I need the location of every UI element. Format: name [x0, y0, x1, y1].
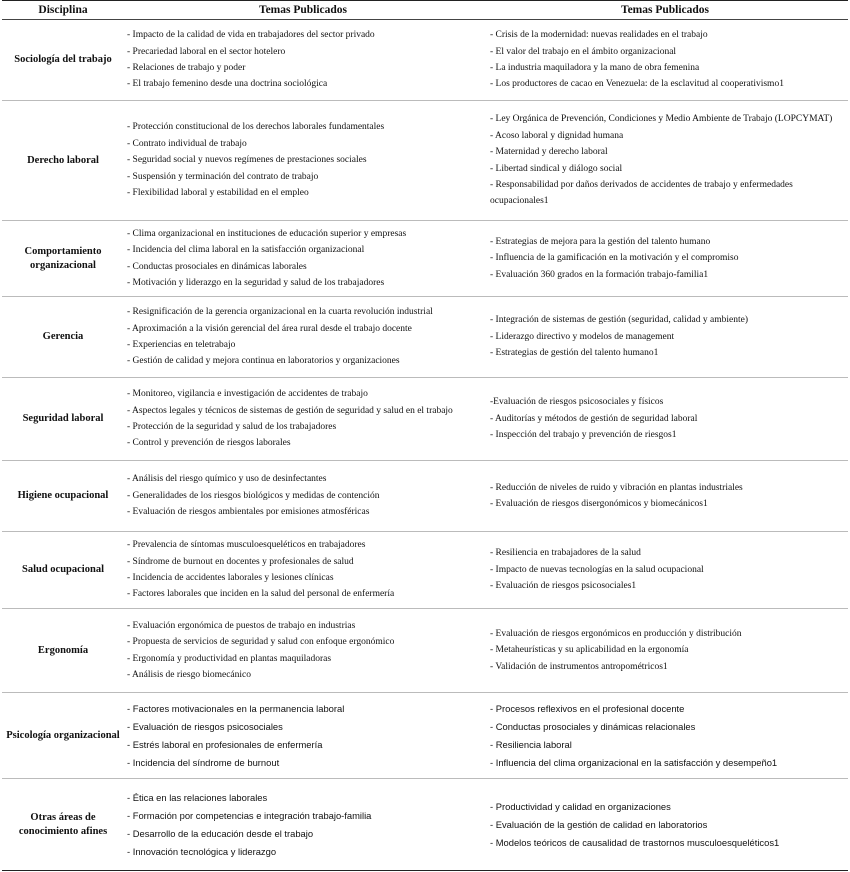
topics-cell-left: [124, 20, 482, 101]
list-item: - Evaluación de riesgos psicosociales1: [490, 581, 637, 592]
topics-list: [124, 618, 482, 684]
list-item: - Productividad y calidad en organizaciones: [490, 800, 671, 812]
topics-cell-right: [482, 297, 848, 378]
list-item: - Estrés laboral en profesionales de enfermería: [127, 738, 323, 750]
topics-cell-left: [124, 297, 482, 378]
list-item: - Suspensión y terminación del contrato de trabajo: [127, 171, 319, 182]
list-item: - Gestión de calidad y mejora continua en laboratorios y organizaciones: [127, 356, 400, 367]
table-row: [2, 221, 848, 297]
list-item: - Seguridad social y nuevos regímenes de prestaciones sociales: [127, 155, 367, 166]
list-item: - Auditorías y métodos de gestión de seguridad laboral: [490, 413, 698, 424]
list-item: - Influencia del clima organizacional en la satisfacción y desempeño1: [490, 756, 778, 768]
topics-list: [124, 471, 482, 520]
table-row: [2, 609, 848, 693]
discipline-cell: Seguridad laboral: [2, 378, 124, 461]
table-body: [2, 20, 848, 871]
list-item: - Motivación y liderazgo en la seguridad y salud de los trabajadores: [127, 277, 385, 288]
topics-list: [124, 304, 482, 370]
table-row: [2, 693, 848, 779]
list-item: - Evaluación ergonómica de puestos de trabajo en industrias: [127, 620, 356, 631]
topics-list: [124, 537, 482, 603]
list-item: - Innovación tecnológica y liderazgo: [127, 845, 277, 857]
table-row: [2, 297, 848, 378]
list-item: - Crisis de la modernidad: nuevas realidades en el trabajo: [490, 30, 708, 41]
list-item: - Aproximación a la visión gerencial del área rural desde el trabajo docente: [127, 323, 412, 334]
list-item: - Estrategias de gestión del talento humano1: [490, 348, 659, 359]
list-item: - Liderazgo directivo y modelos de management: [490, 331, 675, 342]
topics-list: [482, 27, 848, 93]
header-temas-2: Temas Publicados: [482, 1, 848, 20]
list-item: - Monitoreo, vigilancia e investigación de accidentes de trabajo: [127, 389, 368, 400]
list-item: - Evaluación 360 grados en la formación trabajo-familia1: [490, 269, 709, 280]
list-item: - Evaluación de riesgos ambientales por emisiones atmosféricas: [127, 507, 370, 518]
list-item: - Evaluación de riesgos disergonómicos y biomecánicos1: [490, 499, 708, 509]
topics-cell-left: [124, 221, 482, 297]
list-item: - Precariedad laboral en el sector hotelero: [127, 46, 286, 57]
list-item: - Evaluación de riesgos ergonómicos en producción y distribución: [490, 628, 742, 639]
list-item: - Control y prevención de riesgos laborales: [127, 438, 291, 449]
list-item: - Influencia de la gamificación en la motivación y el compromiso: [490, 253, 739, 264]
table-row: [2, 461, 848, 532]
topics-cell-right: [482, 378, 848, 461]
list-item: - Conductas prosociales y dinámicas relacionales: [490, 720, 696, 732]
discipline-cell: Salud ocupacional: [2, 532, 124, 609]
table-row: [2, 532, 848, 609]
list-item: - Reducción de niveles de ruido y vibración en plantas industriales: [490, 482, 743, 493]
list-item: - Incidencia de accidentes laborales y lesiones clínicas: [127, 573, 334, 583]
list-item: - Inspección del trabajo y prevención de riesgos1: [490, 430, 677, 441]
list-item: - Ergonomía y productividad en plantas maquiladoras: [127, 653, 332, 664]
topics-cell-left: [124, 532, 482, 609]
list-item: - Procesos reflexivos en el profesional docente: [490, 702, 685, 714]
topics-list: [124, 386, 482, 452]
topics-list: [482, 394, 848, 443]
table-row: [2, 101, 848, 221]
list-item: - Clima organizacional en instituciones de educación superior y empresas: [127, 228, 407, 239]
list-item: - Protección de la seguridad y salud de los trabajadores: [127, 422, 337, 432]
list-item: - Conductas prosociales en dinámicas laborales: [127, 261, 307, 272]
discipline-cell: Derecho laboral: [2, 101, 124, 221]
topics-table: [2, 0, 848, 871]
table-row: [2, 20, 848, 101]
list-item: - Ley Orgánica de Prevención, Condiciones y Medio Ambiente de Trabajo (LOPCYMAT): [490, 114, 833, 125]
topics-cell-left: [124, 378, 482, 461]
list-item: - Síndrome de burnout en docentes y profesionales de salud: [127, 556, 354, 567]
topics-list: [482, 234, 848, 283]
topics-cell-right: [482, 221, 848, 297]
topics-list: [124, 226, 482, 292]
list-item: - La industria maquiladora y la mano de obra femenina: [490, 63, 700, 73]
topics-cell-right: [482, 20, 848, 101]
topics-cell-right: [482, 779, 848, 871]
list-item: - Libertad sindical y diálogo social: [490, 163, 623, 174]
list-item: - Responsabilidad por daños derivados de accidentes de trabajo y enfermedades ocupacionales1: [490, 179, 793, 207]
list-item: - Metaheurísticas y su aplicabilidad en la ergonomía: [490, 645, 689, 656]
topics-list: [482, 111, 848, 209]
topics-cell-left: [124, 101, 482, 221]
list-item: - Protección constitucional de los derechos laborales fundamentales: [127, 122, 385, 133]
list-item: - El trabajo femenino desde una doctrina sociológica: [127, 79, 328, 90]
table-header-row: [2, 1, 848, 20]
list-item: - Modelos teóricos de causalidad de trastornos musculoesqueléticos1: [490, 836, 780, 848]
list-item: - Aspectos legales y técnicos de sistemas de gestión de seguridad y salud en el trabajo: [127, 405, 453, 416]
list-item: - Factores motivacionales en la permanencia laboral: [127, 702, 345, 714]
list-item: -Evaluación de riesgos psicosociales y físicos: [490, 397, 664, 408]
list-item: - Maternidad y derecho laboral: [490, 147, 608, 158]
topics-list: [482, 480, 848, 513]
list-item: - Factores laborales que inciden en la salud del personal de enfermería: [127, 589, 395, 600]
list-item: - Resiliencia en trabajadores de la salud: [490, 548, 641, 559]
topics-cell-right: [482, 532, 848, 609]
topics-cell-left: [124, 693, 482, 779]
list-item: - Los productores de cacao en Venezuela: de la esclavitud al cooperativismo1: [490, 79, 784, 90]
discipline-cell: Otras áreas de conocimiento afines: [2, 779, 124, 871]
list-item: - Desarrollo de la educación desde el trabajo: [127, 827, 314, 839]
topics-cell-right: [482, 101, 848, 221]
discipline-cell: Comportamiento organizacional: [2, 221, 124, 297]
list-item: - Impacto de nuevas tecnologías en la salud ocupacional: [490, 564, 704, 575]
list-item: - Análisis de riesgo biomecánico: [127, 669, 251, 680]
list-item: - Formación por competencias e integración trabajo-familia: [127, 809, 372, 821]
list-item: - Ética en las relaciones laborales: [127, 791, 268, 803]
topics-cell-right: [482, 609, 848, 693]
list-item: - Integración de sistemas de gestión (seguridad, calidad y ambiente): [490, 315, 748, 326]
table-row: [2, 378, 848, 461]
discipline-cell: Ergonomía: [2, 609, 124, 693]
header-disciplina: Disciplina: [2, 1, 124, 20]
topics-list: [482, 700, 848, 772]
topics-cell-left: [124, 609, 482, 693]
discipline-cell: Sociología del trabajo: [2, 20, 124, 101]
discipline-cell: Psicología organizacional: [2, 693, 124, 779]
topics-list: [124, 119, 482, 201]
topics-list: [124, 789, 482, 861]
discipline-cell: Higiene ocupacional: [2, 461, 124, 532]
list-item: - Estrategias de mejora para la gestión del talento humano: [490, 236, 711, 247]
topics-list: [124, 700, 482, 772]
list-item: - Prevalencia de síntomas musculoesqueléticos en trabajadores: [127, 540, 366, 551]
topics-cell-right: [482, 461, 848, 532]
topics-list: [482, 626, 848, 675]
list-item: - Incidencia del clima laboral en la satisfacción organizacional: [127, 245, 365, 256]
discipline-cell: Gerencia: [2, 297, 124, 378]
topics-cell-left: [124, 461, 482, 532]
table-row: [2, 779, 848, 871]
list-item: - Evaluación de la gestión de calidad en laboratorios: [490, 818, 708, 830]
list-item: - Resignificación de la gerencia organizacional en la cuarta revolución industrial: [127, 307, 433, 318]
list-item: - Relaciones de trabajo y poder: [127, 63, 246, 73]
list-item: - Experiencias en teletrabajo: [127, 340, 236, 350]
topics-cell-left: [124, 779, 482, 871]
list-item: - Resiliencia laboral: [490, 738, 572, 750]
list-item: - Generalidades de los riesgos biológicos y medidas de contención: [127, 490, 380, 501]
list-item: - Acoso laboral y dignidad humana: [490, 130, 624, 141]
list-item: - Propuesta de servicios de seguridad y salud con enfoque ergonómico: [127, 637, 395, 648]
list-item: - Análisis del riesgo químico y uso de desinfectantes: [127, 474, 327, 485]
topics-list: [482, 798, 848, 852]
list-item: - Evaluación de riesgos psicosociales: [127, 720, 283, 732]
topics-list: [482, 545, 848, 594]
list-item: - Contrato individual de trabajo: [127, 138, 247, 149]
list-item: - Incidencia del síndrome de burnout: [127, 756, 280, 768]
topics-list: [124, 27, 482, 93]
list-item: - Flexibilidad laboral y estabilidad en el empleo: [127, 188, 309, 199]
list-item: - Impacto de la calidad de vida en trabajadores del sector privado: [127, 30, 375, 41]
topics-cell-right: [482, 693, 848, 779]
list-item: - El valor del trabajo en el ámbito organizacional: [490, 46, 677, 57]
topics-list: [482, 312, 848, 361]
list-item: - Validación de instrumentos antropométricos1: [490, 661, 668, 672]
header-temas-1: Temas Publicados: [124, 1, 482, 20]
